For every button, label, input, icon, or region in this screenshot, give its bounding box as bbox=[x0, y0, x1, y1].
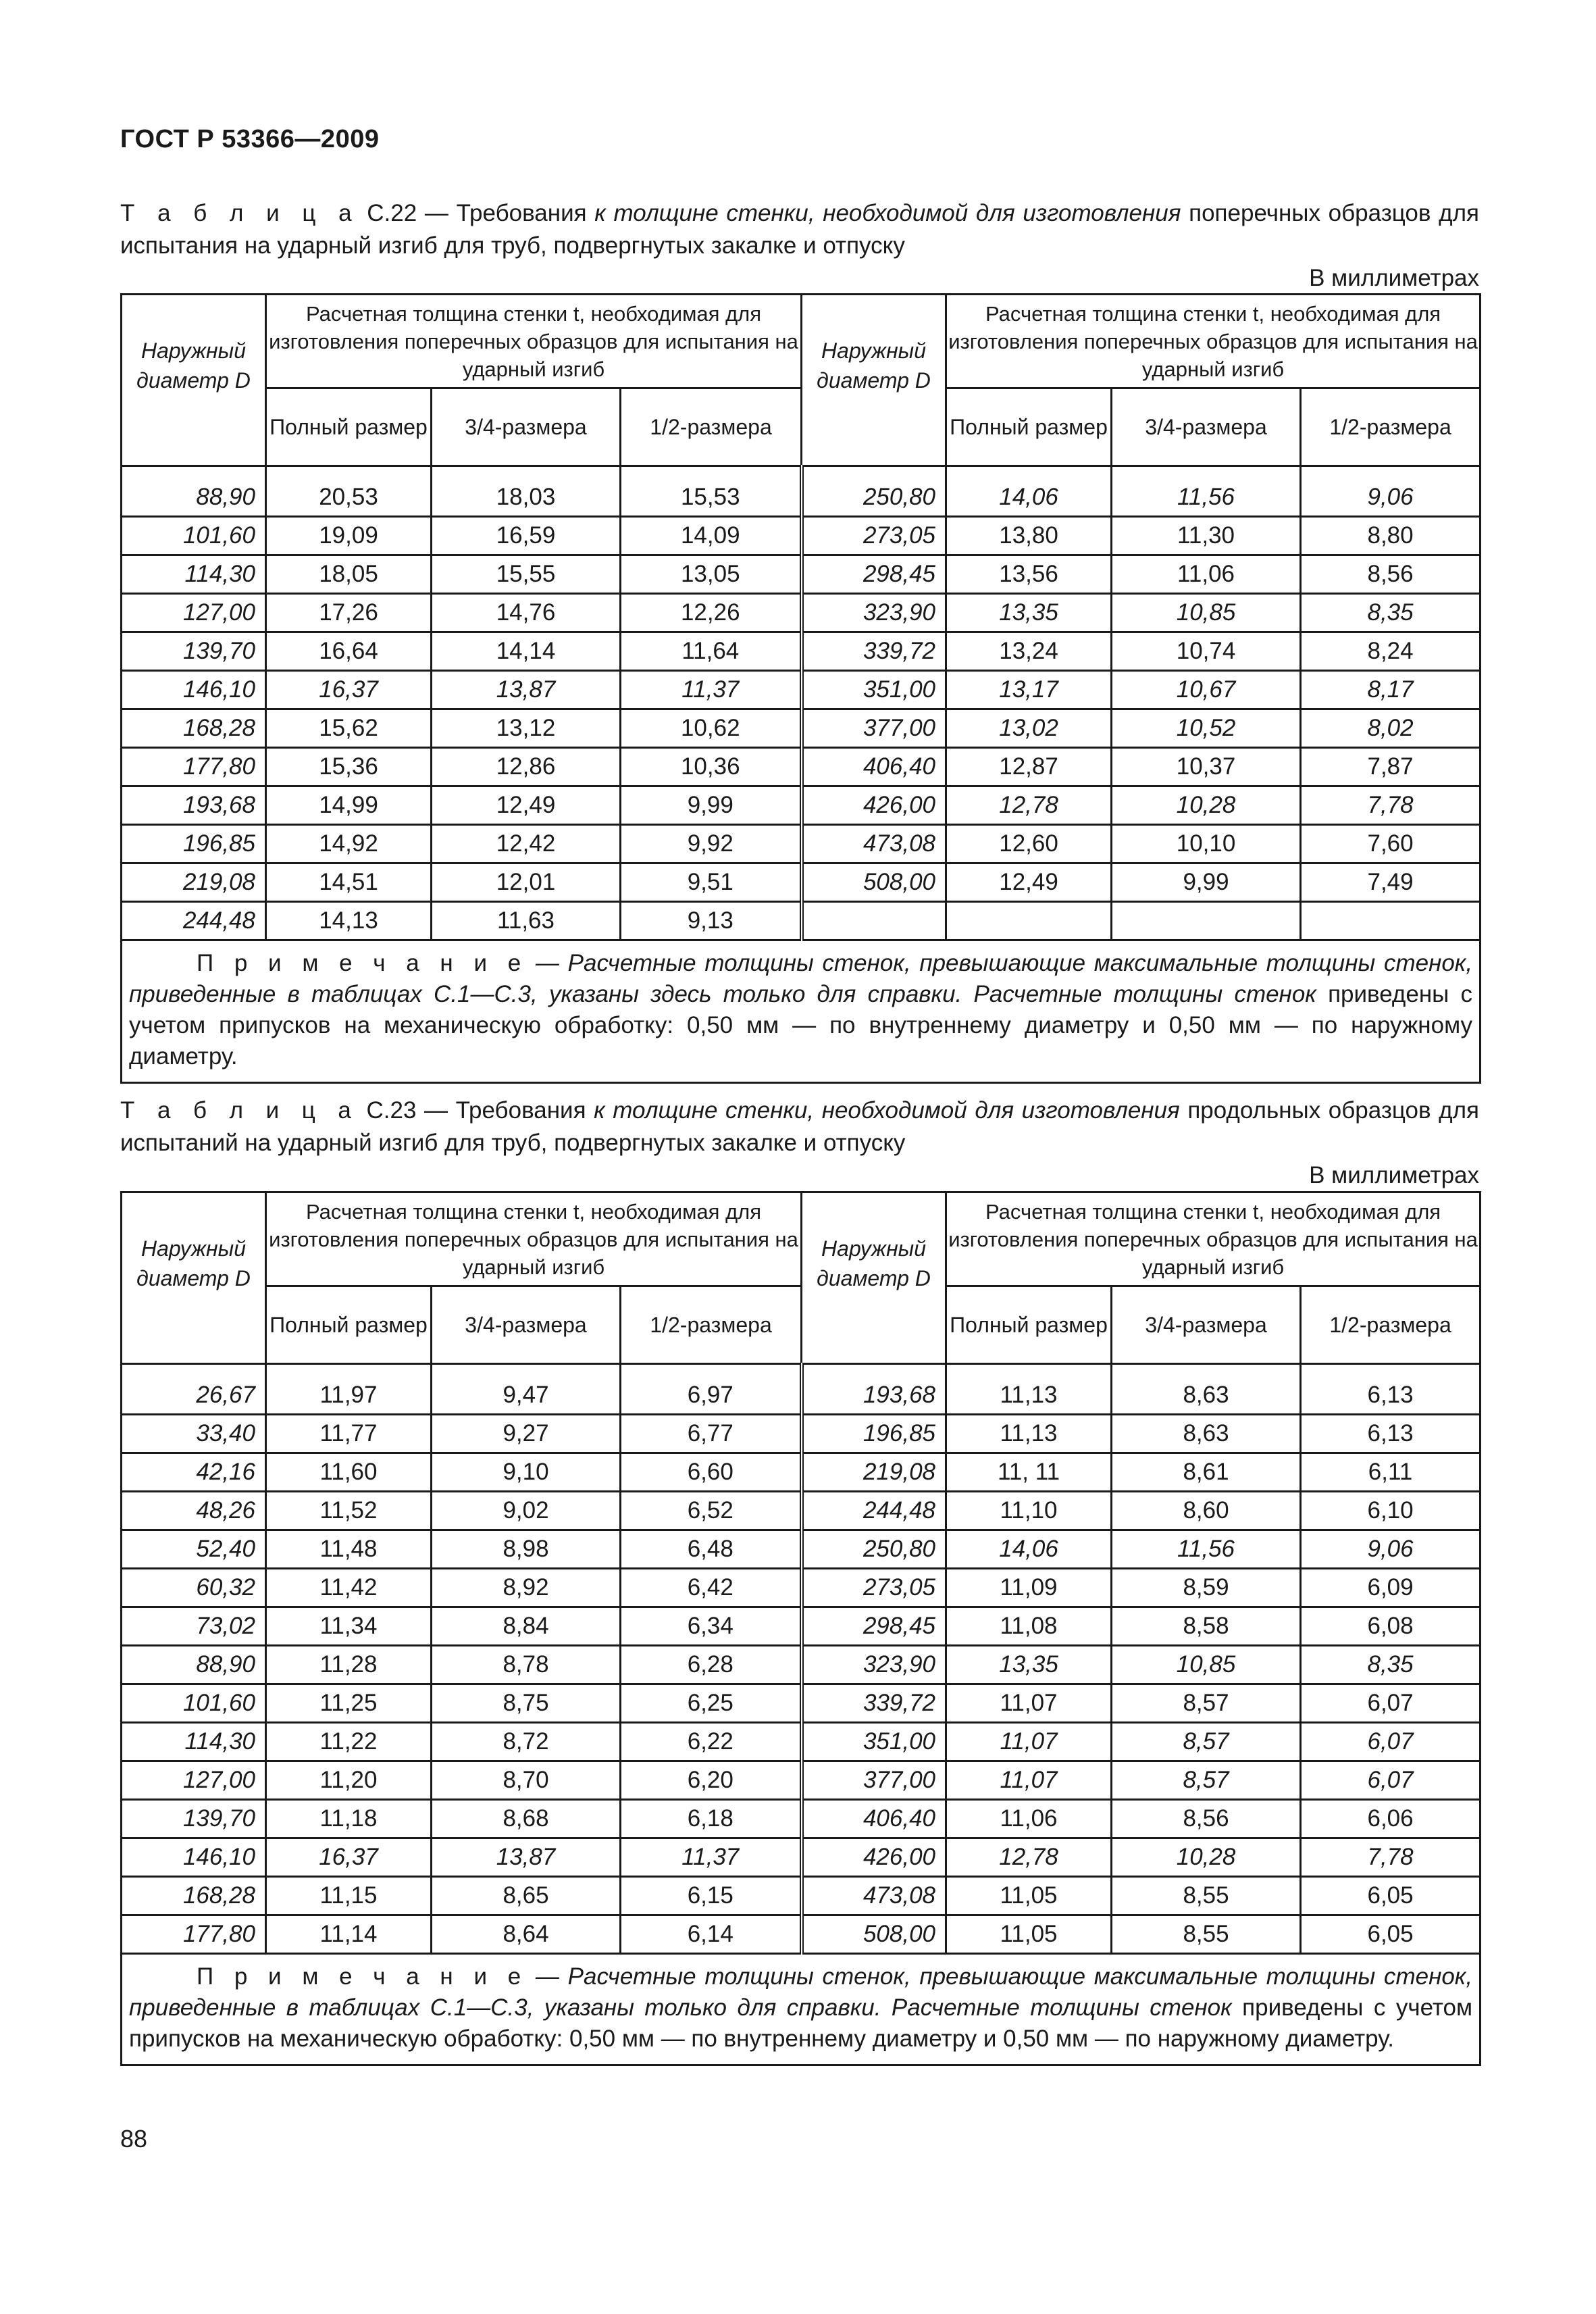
table-row bbox=[122, 786, 1481, 825]
cell-full-size: 11,77 bbox=[266, 1415, 432, 1453]
cell-three-quarter: 12,42 bbox=[432, 825, 621, 863]
cell-half-size: 6,60 bbox=[621, 1453, 802, 1492]
cell-three-quarter: 12,86 bbox=[432, 748, 621, 786]
cell-full-size: 14,06 bbox=[946, 1530, 1112, 1569]
cell-three-quarter: 9,02 bbox=[432, 1492, 621, 1530]
cell-full-size: 11,09 bbox=[946, 1569, 1112, 1607]
cell-diameter: 48,26 bbox=[122, 1492, 266, 1530]
cell-diameter: 244,48 bbox=[122, 902, 266, 940]
header-outer-diameter: Наружный диаметр D bbox=[122, 1192, 266, 1364]
note-rest: приведены с учетом припусков на механическую обработку: 0,50 мм — по внутреннему диаметру и 0,50 мм — по наружному диаметру. bbox=[129, 981, 1473, 1070]
cell-half-size: 8,24 bbox=[1301, 632, 1481, 671]
cell-three-quarter: 16,59 bbox=[432, 517, 621, 555]
cell-full-size: 11,97 bbox=[266, 1364, 432, 1415]
cell-full-size: 11,13 bbox=[946, 1364, 1112, 1415]
cell-diameter: 88,90 bbox=[122, 466, 266, 517]
cell-half-size: 8,56 bbox=[1301, 555, 1481, 594]
cell-half-size: 8,17 bbox=[1301, 671, 1481, 709]
cell-full-size: 11,08 bbox=[946, 1607, 1112, 1646]
cell-diameter: 339,72 bbox=[802, 632, 946, 671]
cell-three-quarter: 11,06 bbox=[1112, 555, 1301, 594]
table-row bbox=[122, 825, 1481, 863]
table-row bbox=[122, 1569, 1481, 1607]
cell-three-quarter: 11,30 bbox=[1112, 517, 1301, 555]
cell-diameter: 323,90 bbox=[802, 594, 946, 632]
cell-half-size: 7,87 bbox=[1301, 748, 1481, 786]
cell-half-size: 6,08 bbox=[1301, 1607, 1481, 1646]
cell-half-size: 12,26 bbox=[621, 594, 802, 632]
table-row bbox=[122, 1646, 1481, 1684]
table-row bbox=[122, 1453, 1481, 1492]
cell-half-size: 6,10 bbox=[1301, 1492, 1481, 1530]
cell-diameter: 219,08 bbox=[122, 863, 266, 902]
cell-diameter: 323,90 bbox=[802, 1646, 946, 1684]
cell-diameter: 339,72 bbox=[802, 1684, 946, 1723]
cell-full-size: 14,13 bbox=[266, 902, 432, 940]
cell-three-quarter: 8,68 bbox=[432, 1800, 621, 1838]
note-italic: — Расчетные толщины стенок, превышающие максимальные толщины стенок, приведенные в таблицах С.1—С.3, указаны только для справки. Расчетные толщины стенок bbox=[129, 1963, 1473, 2021]
cell-three-quarter bbox=[1112, 902, 1301, 940]
cell-half-size: 6,13 bbox=[1301, 1364, 1481, 1415]
cell-full-size: 12,87 bbox=[946, 748, 1112, 786]
cell-diameter: 139,70 bbox=[122, 632, 266, 671]
cell-full-size: 11,13 bbox=[946, 1415, 1112, 1453]
cell-diameter bbox=[802, 902, 946, 940]
cell-full-size: 17,26 bbox=[266, 594, 432, 632]
cell-three-quarter: 8,55 bbox=[1112, 1915, 1301, 1954]
cell-three-quarter: 9,47 bbox=[432, 1364, 621, 1415]
caption-number: С.22 bbox=[367, 200, 417, 226]
cell-full-size: 11,42 bbox=[266, 1569, 432, 1607]
header-outer-diameter: Наружный диаметр D bbox=[802, 295, 946, 466]
cell-half-size: 10,36 bbox=[621, 748, 802, 786]
cell-three-quarter: 18,03 bbox=[432, 466, 621, 517]
header-half-size: 1/2-размера bbox=[1301, 388, 1481, 466]
cell-full-size: 11,25 bbox=[266, 1684, 432, 1723]
cell-three-quarter: 10,85 bbox=[1112, 1646, 1301, 1684]
cell-three-quarter: 9,10 bbox=[432, 1453, 621, 1492]
table-c22 bbox=[120, 293, 1481, 1084]
cell-diameter: 177,80 bbox=[122, 748, 266, 786]
header-outer-diameter: Наружный диаметр D bbox=[122, 295, 266, 466]
cell-diameter: 42,16 bbox=[122, 1453, 266, 1492]
cell-diameter: 146,10 bbox=[122, 671, 266, 709]
cell-diameter: 473,08 bbox=[802, 1877, 946, 1915]
cell-three-quarter: 8,70 bbox=[432, 1761, 621, 1800]
cell-full-size: 20,53 bbox=[266, 466, 432, 517]
cell-full-size: 13,02 bbox=[946, 709, 1112, 748]
caption-label: Т а б л и ц а bbox=[120, 1097, 359, 1124]
cell-diameter: 101,60 bbox=[122, 1684, 266, 1723]
header-three-quarter-size: 3/4-размера bbox=[432, 1286, 621, 1364]
note-italic: — Расчетные толщины стенок, превышающие максимальные толщины стенок, приведенные в таблицах С.1—С.3, указаны здесь только для справки. Расчетные толщины стенок bbox=[129, 950, 1473, 1007]
table-row bbox=[122, 671, 1481, 709]
cell-half-size: 9,06 bbox=[1301, 1530, 1481, 1569]
cell-three-quarter: 8,57 bbox=[1112, 1761, 1301, 1800]
cell-half-size: 9,13 bbox=[621, 902, 802, 940]
cell-half-size: 9,06 bbox=[1301, 466, 1481, 517]
cell-three-quarter: 9,99 bbox=[1112, 863, 1301, 902]
cell-full-size: 14,51 bbox=[266, 863, 432, 902]
cell-half-size: 6,09 bbox=[1301, 1569, 1481, 1607]
cell-three-quarter: 10,28 bbox=[1112, 1838, 1301, 1877]
cell-full-size: 13,80 bbox=[946, 517, 1112, 555]
cell-half-size: 6,48 bbox=[621, 1530, 802, 1569]
cell-half-size: 8,02 bbox=[1301, 709, 1481, 748]
cell-diameter: 193,68 bbox=[122, 786, 266, 825]
caption-label: Т а б л и ц а bbox=[120, 200, 359, 226]
cell-diameter: 250,80 bbox=[802, 466, 946, 517]
table-row bbox=[122, 1492, 1481, 1530]
table-row bbox=[122, 1684, 1481, 1723]
table-row bbox=[122, 466, 1481, 517]
cell-full-size: 13,35 bbox=[946, 1646, 1112, 1684]
cell-full-size: 12,78 bbox=[946, 1838, 1112, 1877]
cell-diameter: 52,40 bbox=[122, 1530, 266, 1569]
table-row bbox=[122, 1877, 1481, 1915]
cell-full-size: 11,48 bbox=[266, 1530, 432, 1569]
table-c22-caption bbox=[120, 197, 1479, 262]
table-row bbox=[122, 1761, 1481, 1800]
caption-rest: поперечных образцов для испытания на ударный изгиб для труб, подвергнутых закалке и отпуску bbox=[120, 200, 1479, 259]
cell-half-size: 8,35 bbox=[1301, 594, 1481, 632]
cell-full-size: 11,07 bbox=[946, 1684, 1112, 1723]
header-wall-thickness: Расчетная толщина стенки t, необходимая для изготовления поперечных образцов для испытания на ударный изгиб bbox=[946, 295, 1481, 388]
cell-diameter: 508,00 bbox=[802, 863, 946, 902]
cell-half-size: 6,07 bbox=[1301, 1684, 1481, 1723]
cell-full-size: 11,15 bbox=[266, 1877, 432, 1915]
cell-three-quarter: 13,12 bbox=[432, 709, 621, 748]
cell-full-size: 11, 11 bbox=[946, 1453, 1112, 1492]
cell-three-quarter: 8,98 bbox=[432, 1530, 621, 1569]
cell-diameter: 473,08 bbox=[802, 825, 946, 863]
cell-three-quarter: 10,67 bbox=[1112, 671, 1301, 709]
cell-diameter: 219,08 bbox=[802, 1453, 946, 1492]
header-full-size: Полный размер bbox=[266, 388, 432, 466]
table-row bbox=[122, 1415, 1481, 1453]
caption-dash: — Требования bbox=[424, 200, 587, 226]
cell-three-quarter: 8,59 bbox=[1112, 1569, 1301, 1607]
cell-half-size: 6,14 bbox=[621, 1915, 802, 1954]
cell-three-quarter: 8,84 bbox=[432, 1607, 621, 1646]
cell-half-size: 6,97 bbox=[621, 1364, 802, 1415]
cell-three-quarter: 8,55 bbox=[1112, 1877, 1301, 1915]
cell-diameter: 73,02 bbox=[122, 1607, 266, 1646]
cell-full-size: 13,17 bbox=[946, 671, 1112, 709]
cell-half-size: 6,15 bbox=[621, 1877, 802, 1915]
header-half-size: 1/2-размера bbox=[1301, 1286, 1481, 1364]
table-row bbox=[122, 709, 1481, 748]
table-row bbox=[122, 1607, 1481, 1646]
cell-half-size: 8,80 bbox=[1301, 517, 1481, 555]
cell-half-size: 6,06 bbox=[1301, 1800, 1481, 1838]
cell-diameter: 127,00 bbox=[122, 594, 266, 632]
caption-number: С.23 bbox=[366, 1097, 417, 1124]
cell-three-quarter: 9,27 bbox=[432, 1415, 621, 1453]
cell-diameter: 177,80 bbox=[122, 1915, 266, 1954]
cell-diameter: 298,45 bbox=[802, 1607, 946, 1646]
table-row bbox=[122, 1723, 1481, 1761]
cell-half-size: 11,37 bbox=[621, 1838, 802, 1877]
cell-half-size: 6,28 bbox=[621, 1646, 802, 1684]
cell-full-size: 11,07 bbox=[946, 1723, 1112, 1761]
cell-full-size: 11,07 bbox=[946, 1761, 1112, 1800]
cell-full-size: 16,37 bbox=[266, 671, 432, 709]
cell-full-size: 11,60 bbox=[266, 1453, 432, 1492]
table-row bbox=[122, 632, 1481, 671]
cell-full-size: 15,36 bbox=[266, 748, 432, 786]
cell-three-quarter: 15,55 bbox=[432, 555, 621, 594]
cell-three-quarter: 12,01 bbox=[432, 863, 621, 902]
cell-half-size: 13,05 bbox=[621, 555, 802, 594]
table-c22-note bbox=[122, 940, 1481, 1083]
table-row bbox=[122, 1838, 1481, 1877]
cell-diameter: 426,00 bbox=[802, 786, 946, 825]
cell-three-quarter: 8,92 bbox=[432, 1569, 621, 1607]
cell-full-size: 11,18 bbox=[266, 1800, 432, 1838]
cell-three-quarter: 8,60 bbox=[1112, 1492, 1301, 1530]
cell-full-size: 11,34 bbox=[266, 1607, 432, 1646]
cell-three-quarter: 8,63 bbox=[1112, 1364, 1301, 1415]
cell-diameter: 193,68 bbox=[802, 1364, 946, 1415]
header-three-quarter-size: 3/4-размера bbox=[432, 388, 621, 466]
table-row bbox=[122, 902, 1481, 940]
cell-three-quarter: 8,63 bbox=[1112, 1415, 1301, 1453]
cell-full-size: 11,05 bbox=[946, 1877, 1112, 1915]
cell-three-quarter: 14,14 bbox=[432, 632, 621, 671]
cell-three-quarter: 14,76 bbox=[432, 594, 621, 632]
table-c23-caption bbox=[120, 1095, 1479, 1159]
cell-half-size bbox=[1301, 902, 1481, 940]
header-full-size: Полный размер bbox=[946, 1286, 1112, 1364]
cell-diameter: 298,45 bbox=[802, 555, 946, 594]
table-row bbox=[122, 594, 1481, 632]
cell-full-size: 11,20 bbox=[266, 1761, 432, 1800]
table-row bbox=[122, 748, 1481, 786]
table-row bbox=[122, 1800, 1481, 1838]
cell-diameter: 33,40 bbox=[122, 1415, 266, 1453]
cell-full-size: 12,49 bbox=[946, 863, 1112, 902]
header-half-size: 1/2-размера bbox=[621, 388, 802, 466]
cell-three-quarter: 10,10 bbox=[1112, 825, 1301, 863]
cell-diameter: 139,70 bbox=[122, 1800, 266, 1838]
note-label: П р и м е ч а н и е bbox=[197, 950, 527, 976]
cell-half-size: 9,51 bbox=[621, 863, 802, 902]
cell-three-quarter: 11,56 bbox=[1112, 1530, 1301, 1569]
cell-half-size: 6,05 bbox=[1301, 1877, 1481, 1915]
cell-half-size: 9,99 bbox=[621, 786, 802, 825]
cell-three-quarter: 8,64 bbox=[432, 1915, 621, 1954]
cell-diameter: 351,00 bbox=[802, 1723, 946, 1761]
cell-half-size: 6,13 bbox=[1301, 1415, 1481, 1453]
cell-half-size: 9,92 bbox=[621, 825, 802, 863]
cell-full-size: 11,05 bbox=[946, 1915, 1112, 1954]
cell-three-quarter: 13,87 bbox=[432, 1838, 621, 1877]
cell-diameter: 508,00 bbox=[802, 1915, 946, 1954]
header-three-quarter-size: 3/4-размера bbox=[1112, 388, 1301, 466]
cell-three-quarter: 10,85 bbox=[1112, 594, 1301, 632]
cell-diameter: 406,40 bbox=[802, 748, 946, 786]
header-full-size: Полный размер bbox=[266, 1286, 432, 1364]
cell-diameter: 377,00 bbox=[802, 1761, 946, 1800]
cell-full-size: 14,06 bbox=[946, 466, 1112, 517]
cell-full-size: 11,22 bbox=[266, 1723, 432, 1761]
document-header: ГОСТ Р 53366—2009 bbox=[120, 125, 380, 153]
cell-half-size: 6,20 bbox=[621, 1761, 802, 1800]
cell-diameter: 273,05 bbox=[802, 517, 946, 555]
table-row bbox=[122, 863, 1481, 902]
cell-full-size: 11,14 bbox=[266, 1915, 432, 1954]
cell-full-size: 11,52 bbox=[266, 1492, 432, 1530]
cell-diameter: 377,00 bbox=[802, 709, 946, 748]
header-wall-thickness: Расчетная толщина стенки t, необходимая для изготовления поперечных образцов для испытания на ударный изгиб bbox=[266, 1192, 802, 1286]
cell-half-size: 8,35 bbox=[1301, 1646, 1481, 1684]
cell-full-size: 11,10 bbox=[946, 1492, 1112, 1530]
header-half-size: 1/2-размера bbox=[621, 1286, 802, 1364]
table-c22-units: В миллиметрах bbox=[1309, 265, 1479, 291]
cell-full-size: 13,35 bbox=[946, 594, 1112, 632]
table-row bbox=[122, 1364, 1481, 1415]
caption-italic: к толщине стенки, необходимой для изготовления bbox=[594, 200, 1181, 226]
cell-full-size: 18,05 bbox=[266, 555, 432, 594]
cell-full-size: 19,09 bbox=[266, 517, 432, 555]
cell-diameter: 88,90 bbox=[122, 1646, 266, 1684]
cell-diameter: 146,10 bbox=[122, 1838, 266, 1877]
cell-three-quarter: 10,37 bbox=[1112, 748, 1301, 786]
cell-half-size: 6,77 bbox=[621, 1415, 802, 1453]
cell-three-quarter: 11,56 bbox=[1112, 466, 1301, 517]
cell-diameter: 114,30 bbox=[122, 555, 266, 594]
cell-full-size: 12,78 bbox=[946, 786, 1112, 825]
header-outer-diameter: Наружный диаметр D bbox=[802, 1192, 946, 1364]
header-wall-thickness: Расчетная толщина стенки t, необходимая для изготовления поперечных образцов для испытания на ударный изгиб bbox=[266, 295, 802, 388]
cell-half-size: 6,42 bbox=[621, 1569, 802, 1607]
cell-half-size: 6,22 bbox=[621, 1723, 802, 1761]
note-rest: приведены с учетом припусков на механическую обработку: 0,50 мм — по внутреннему диаметру и 0,50 мм — по наружному диаметру. bbox=[129, 1994, 1473, 2052]
cell-diameter: 196,85 bbox=[122, 825, 266, 863]
caption-dash: — Требования bbox=[424, 1097, 586, 1124]
cell-half-size: 6,05 bbox=[1301, 1915, 1481, 1954]
cell-diameter: 114,30 bbox=[122, 1723, 266, 1761]
cell-half-size: 6,07 bbox=[1301, 1723, 1481, 1761]
cell-full-size: 14,92 bbox=[266, 825, 432, 863]
cell-diameter: 406,40 bbox=[802, 1800, 946, 1838]
header-three-quarter-size: 3/4-размера bbox=[1112, 1286, 1301, 1364]
table-row bbox=[122, 1915, 1481, 1954]
table-c23 bbox=[120, 1191, 1481, 2066]
cell-half-size: 11,37 bbox=[621, 671, 802, 709]
cell-three-quarter: 8,75 bbox=[432, 1684, 621, 1723]
header-full-size: Полный размер bbox=[946, 388, 1112, 466]
cell-half-size: 6,25 bbox=[621, 1684, 802, 1723]
cell-full-size: 14,99 bbox=[266, 786, 432, 825]
cell-half-size: 7,49 bbox=[1301, 863, 1481, 902]
cell-half-size: 6,34 bbox=[621, 1607, 802, 1646]
cell-diameter: 60,32 bbox=[122, 1569, 266, 1607]
cell-half-size: 6,18 bbox=[621, 1800, 802, 1838]
cell-full-size: 13,56 bbox=[946, 555, 1112, 594]
cell-diameter: 26,67 bbox=[122, 1364, 266, 1415]
cell-three-quarter: 10,74 bbox=[1112, 632, 1301, 671]
cell-half-size: 6,52 bbox=[621, 1492, 802, 1530]
cell-diameter: 250,80 bbox=[802, 1530, 946, 1569]
cell-diameter: 351,00 bbox=[802, 671, 946, 709]
cell-half-size: 7,60 bbox=[1301, 825, 1481, 863]
cell-half-size: 6,11 bbox=[1301, 1453, 1481, 1492]
cell-three-quarter: 10,52 bbox=[1112, 709, 1301, 748]
cell-three-quarter: 13,87 bbox=[432, 671, 621, 709]
cell-diameter: 168,28 bbox=[122, 709, 266, 748]
cell-full-size: 16,37 bbox=[266, 1838, 432, 1877]
cell-half-size: 7,78 bbox=[1301, 1838, 1481, 1877]
cell-three-quarter: 8,65 bbox=[432, 1877, 621, 1915]
table-c23-note bbox=[122, 1954, 1481, 2065]
cell-half-size: 11,64 bbox=[621, 632, 802, 671]
cell-half-size: 7,78 bbox=[1301, 786, 1481, 825]
page-number: 88 bbox=[120, 2125, 148, 2153]
cell-full-size: 16,64 bbox=[266, 632, 432, 671]
cell-full-size: 15,62 bbox=[266, 709, 432, 748]
cell-three-quarter: 11,63 bbox=[432, 902, 621, 940]
cell-diameter: 127,00 bbox=[122, 1761, 266, 1800]
cell-diameter: 244,48 bbox=[802, 1492, 946, 1530]
cell-three-quarter: 8,72 bbox=[432, 1723, 621, 1761]
table-c23-units: В миллиметрах bbox=[1309, 1162, 1479, 1188]
cell-diameter: 101,60 bbox=[122, 517, 266, 555]
cell-three-quarter: 10,28 bbox=[1112, 786, 1301, 825]
cell-half-size: 6,07 bbox=[1301, 1761, 1481, 1800]
table-row bbox=[122, 1530, 1481, 1569]
note-label: П р и м е ч а н и е bbox=[197, 1963, 527, 1990]
cell-full-size: 13,24 bbox=[946, 632, 1112, 671]
cell-full-size: 11,06 bbox=[946, 1800, 1112, 1838]
cell-three-quarter: 8,61 bbox=[1112, 1453, 1301, 1492]
cell-three-quarter: 8,56 bbox=[1112, 1800, 1301, 1838]
table-row bbox=[122, 555, 1481, 594]
table-row bbox=[122, 517, 1481, 555]
cell-full-size bbox=[946, 902, 1112, 940]
cell-half-size: 10,62 bbox=[621, 709, 802, 748]
caption-rest: продольных образцов для испытаний на ударный изгиб для труб, подвергнутых закалке и отпуску bbox=[120, 1097, 1479, 1156]
header-wall-thickness: Расчетная толщина стенки t, необходимая для изготовления поперечных образцов для испытания на ударный изгиб bbox=[946, 1192, 1481, 1286]
cell-full-size: 12,60 bbox=[946, 825, 1112, 863]
cell-full-size: 11,28 bbox=[266, 1646, 432, 1684]
cell-diameter: 426,00 bbox=[802, 1838, 946, 1877]
cell-three-quarter: 8,58 bbox=[1112, 1607, 1301, 1646]
cell-three-quarter: 8,78 bbox=[432, 1646, 621, 1684]
cell-three-quarter: 8,57 bbox=[1112, 1723, 1301, 1761]
caption-italic: к толщине стенки, необходимой для изготовления bbox=[594, 1097, 1180, 1124]
cell-three-quarter: 12,49 bbox=[432, 786, 621, 825]
cell-half-size: 15,53 bbox=[621, 466, 802, 517]
cell-three-quarter: 8,57 bbox=[1112, 1684, 1301, 1723]
cell-diameter: 273,05 bbox=[802, 1569, 946, 1607]
cell-diameter: 168,28 bbox=[122, 1877, 266, 1915]
cell-half-size: 14,09 bbox=[621, 517, 802, 555]
cell-diameter: 196,85 bbox=[802, 1415, 946, 1453]
